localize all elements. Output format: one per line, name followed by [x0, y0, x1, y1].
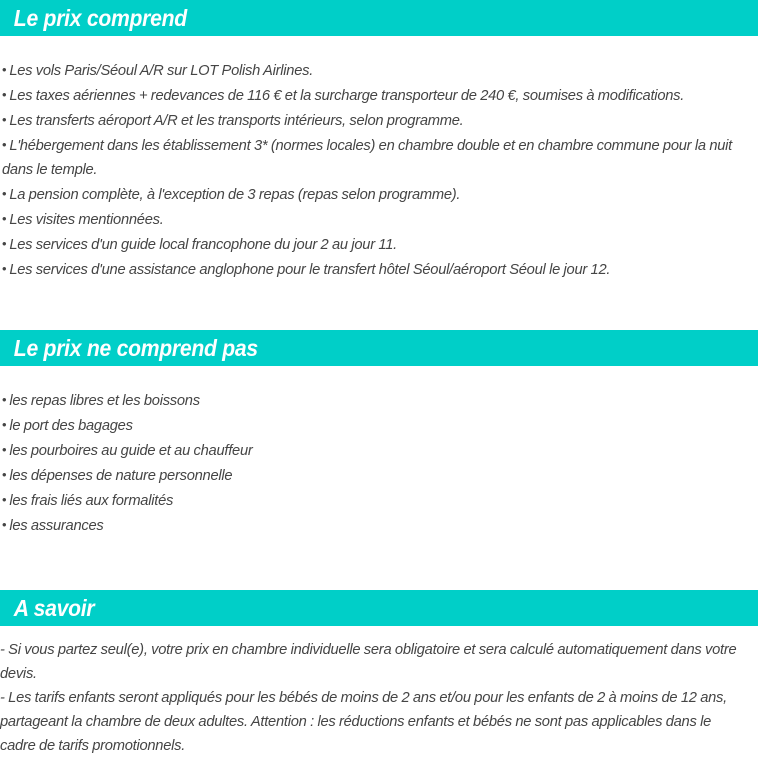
list-item-text: La pension complète, à l'exception de 3 repas (repas selon programme).: [9, 187, 461, 203]
list-item: [0, 388, 758, 413]
list-item: [0, 108, 758, 133]
paragraph: - Si vous partez seul(e), votre prix en chambre individuelle sera obligatoire et sera calculé automatiquement dans votre devis.: [0, 642, 737, 682]
list-item: [0, 232, 758, 257]
spacer: [0, 282, 758, 330]
section-body-a-savoir: [0, 638, 758, 758]
bullet-icon: •: [2, 417, 7, 432]
list-item-text: Les services d'un guide local francophone du jour 2 au jour 11.: [9, 237, 397, 253]
bullet-icon: •: [2, 517, 7, 532]
bullet-icon: •: [2, 62, 7, 77]
section-title: Le prix ne comprend pas: [0, 330, 758, 366]
list-item-text: Les visites mentionnées.: [9, 212, 164, 228]
section-body-le-prix-ne-comprend-pas: [0, 388, 758, 538]
list-item-text: Les taxes aériennes + redevances de 116 € et la surcharge transporteur de 240 €, soumises à modifications.: [9, 88, 685, 104]
list-item-text: les assurances: [9, 518, 104, 534]
section-header-a-savoir: [0, 590, 758, 626]
list-item: [0, 58, 758, 83]
bullet-icon: •: [2, 236, 7, 251]
bullet-icon: •: [2, 137, 7, 152]
bullet-icon: •: [2, 392, 7, 407]
list-item: [0, 257, 758, 282]
list-item-text: Les vols Paris/Séoul A/R sur LOT Polish Airlines.: [9, 63, 314, 79]
list-item-text: les frais liés aux formalités: [9, 493, 174, 509]
bullet-icon: •: [2, 261, 7, 276]
list-item: [0, 182, 758, 207]
list-item-text: Les transferts aéroport A/R et les transports intérieurs, selon programme.: [9, 113, 464, 129]
bullet-icon: •: [2, 186, 7, 201]
spacer: [0, 538, 758, 590]
list-item: [0, 513, 758, 538]
list-item: [0, 413, 758, 438]
bullet-icon: •: [2, 467, 7, 482]
list-item-text: le port des bagages: [9, 418, 133, 434]
bullet-icon: •: [2, 492, 7, 507]
section-header-le-prix-ne-comprend-pas: [0, 330, 758, 366]
list-item: [0, 463, 758, 488]
bullet-icon: •: [2, 112, 7, 127]
bullet-icon: •: [2, 211, 7, 226]
list-item-text: L'hébergement dans les établissement 3* (normes locales) en chambre double et en chambre commune pour la nuit dans le temple.: [2, 138, 732, 178]
section-title: A savoir: [0, 590, 758, 626]
list-item: [0, 207, 758, 232]
paragraph: - Les tarifs enfants seront appliqués pour les bébés de moins de 2 ans et/ou pour les enfants de 2 à moins de 12 ans, partageant la chambre de deux adultes. Attention : les réductions enfants et bébés ne sont pas applicables dans le cadre de tarifs promotionnels.: [0, 690, 727, 754]
list-item-text: les repas libres et les boissons: [9, 393, 200, 409]
list-item: [0, 133, 758, 182]
section-header-le-prix-comprend: [0, 0, 758, 36]
spacer: [0, 626, 758, 638]
section-body-le-prix-comprend: [0, 58, 758, 282]
bullet-icon: •: [2, 87, 7, 102]
bullet-icon: •: [2, 442, 7, 457]
spacer: [0, 36, 758, 58]
list-item-text: Les services d'une assistance anglophone pour le transfert hôtel Séoul/aéroport Séoul le jour 12.: [9, 262, 611, 278]
list-item-text: les dépenses de nature personnelle: [9, 468, 233, 484]
spacer: [0, 366, 758, 388]
list-item: [0, 83, 758, 108]
section-title: Le prix comprend: [0, 0, 758, 36]
list-item: [0, 488, 758, 513]
list-item-text: les pourboires au guide et au chauffeur: [9, 443, 253, 459]
list-item: [0, 438, 758, 463]
